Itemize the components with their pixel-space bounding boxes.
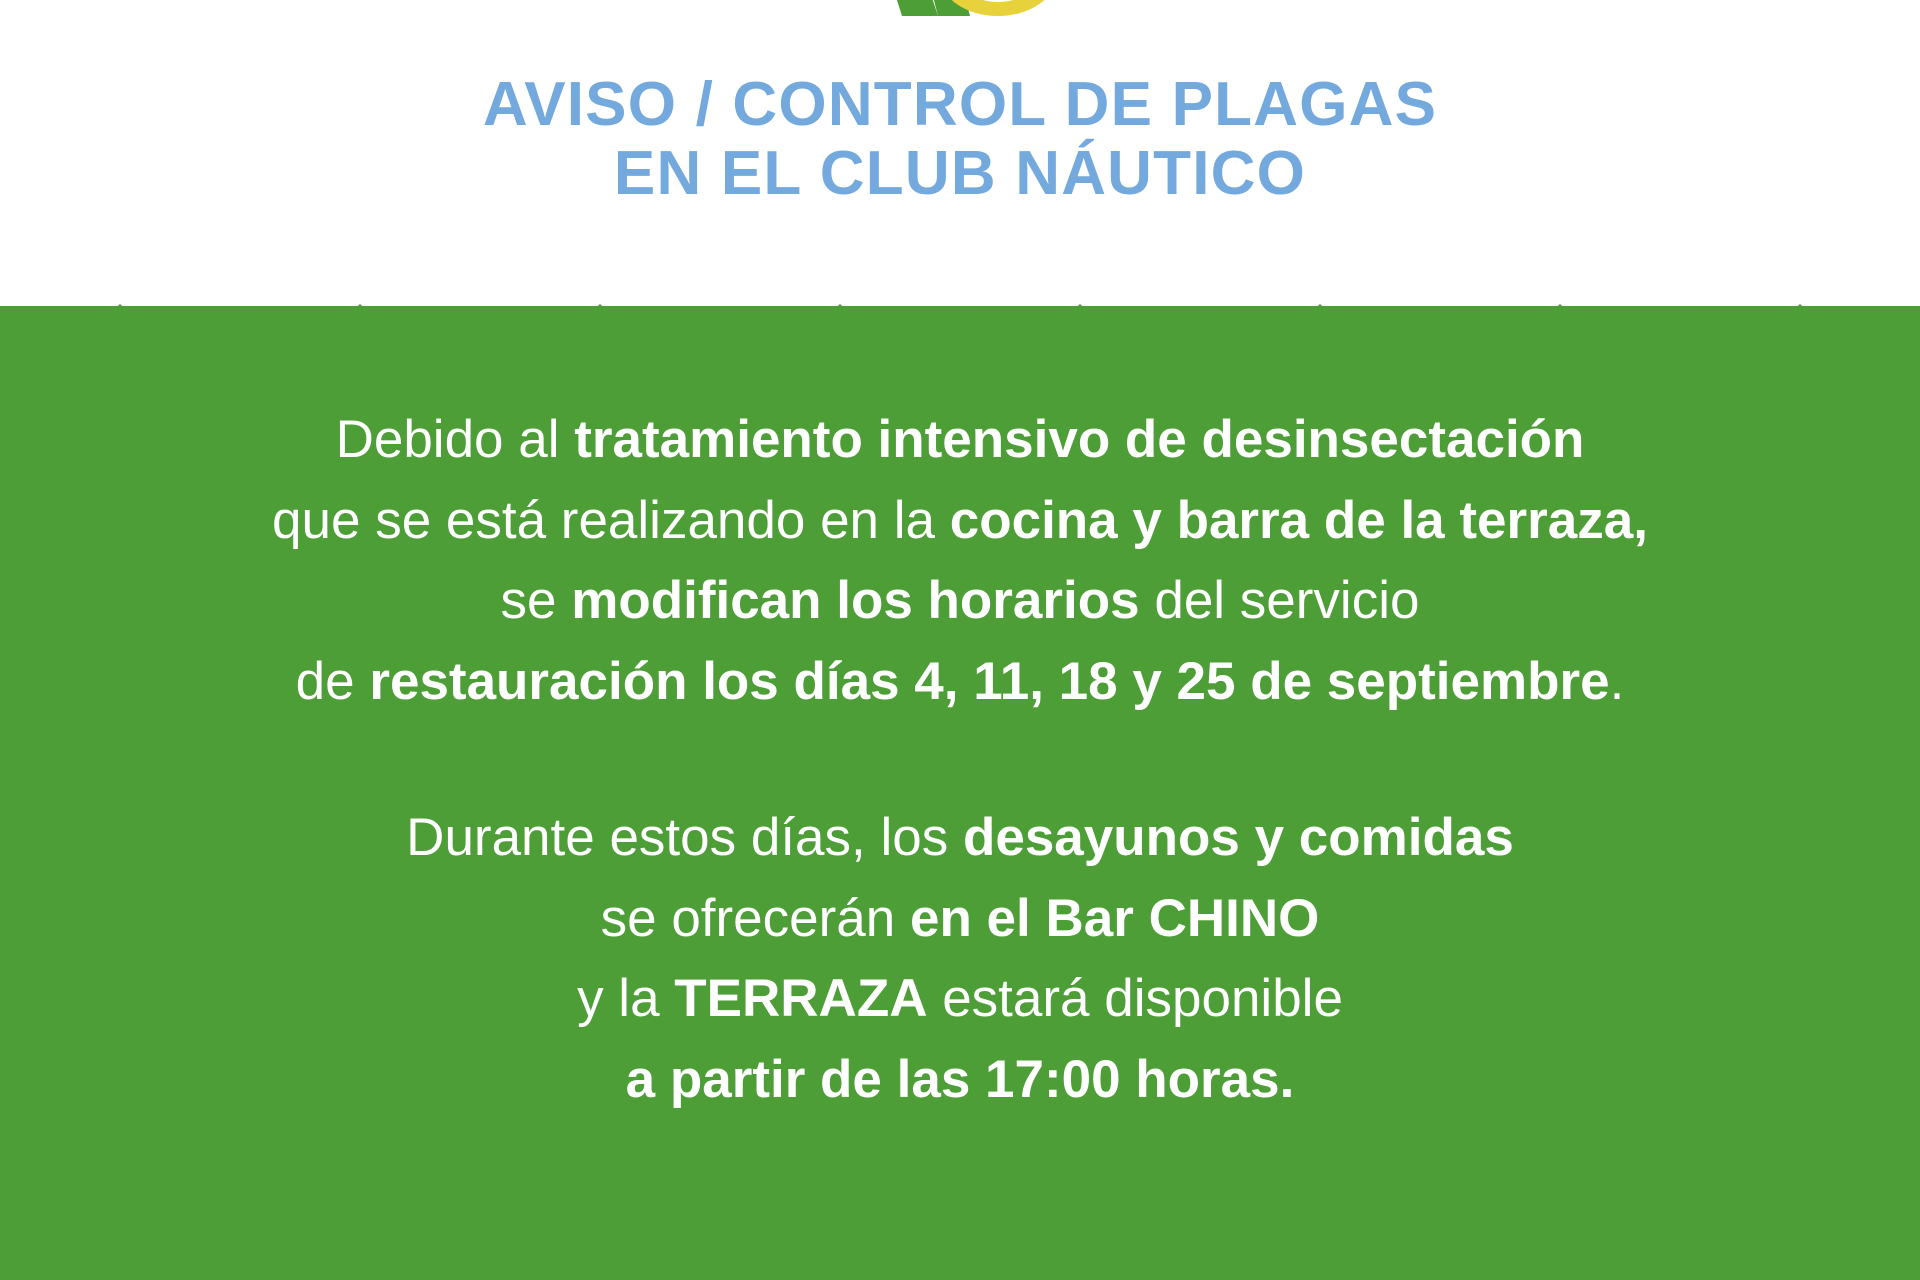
paragraph-1-line-4 bbox=[90, 642, 1830, 723]
paragraph-2-line-2 bbox=[90, 879, 1830, 960]
p1l4-plain-start: de bbox=[295, 651, 370, 711]
p1l2-bold: cocina y barra de la terraza, bbox=[949, 490, 1648, 550]
p1l1-bold: tratamiento intensivo de desinsectación bbox=[574, 410, 1585, 469]
paragraph-2-line-3 bbox=[90, 959, 1830, 1040]
page-title bbox=[0, 70, 1920, 209]
notice-paragraph-2 bbox=[90, 798, 1830, 1120]
p1l3-plain-start: se bbox=[500, 571, 572, 631]
p2l2-bold: en el Bar CHINO bbox=[909, 888, 1320, 948]
headline-line-1: AVISO / CONTROL DE PLAGAS bbox=[482, 70, 1438, 139]
p2l2-plain: se ofrecerán bbox=[600, 888, 910, 948]
p1l4-bold: restauración los días 4, 11, 18 y 25 de septiembre bbox=[369, 651, 1610, 711]
headline-line-2: EN EL CLUB NÁUTICO bbox=[613, 139, 1307, 209]
zigzag-divider bbox=[0, 296, 1920, 358]
paragraph-2-line-4 bbox=[90, 1040, 1830, 1121]
p1l4-plain-end: . bbox=[1609, 651, 1625, 711]
paragraph-2-line-1 bbox=[90, 798, 1830, 879]
p2l1-plain: Durante estos días, los bbox=[406, 808, 963, 868]
p1l3-plain-end: del servicio bbox=[1139, 571, 1420, 631]
p1l3-bold: modifican los horarios bbox=[571, 571, 1140, 631]
p2l1-bold: desayunos y comidas bbox=[962, 808, 1514, 868]
paragraph-1-line-3 bbox=[90, 561, 1830, 642]
notice-paragraph-1 bbox=[90, 400, 1830, 722]
p2l3-plain-start: y la bbox=[577, 969, 675, 1029]
p1l1-plain: Debido al bbox=[335, 410, 575, 469]
p1l2-plain: que se está realizando en la bbox=[272, 490, 950, 550]
p2l3-bold: TERRAZA bbox=[674, 969, 928, 1029]
notice-body bbox=[0, 400, 1920, 1120]
paragraph-1-line-1 bbox=[90, 400, 1830, 481]
paragraph-1-line-2 bbox=[90, 481, 1830, 562]
p2l3-plain-end: estará disponible bbox=[927, 969, 1343, 1029]
p2l4-bold: a partir de las 17:00 horas. bbox=[625, 1049, 1295, 1109]
